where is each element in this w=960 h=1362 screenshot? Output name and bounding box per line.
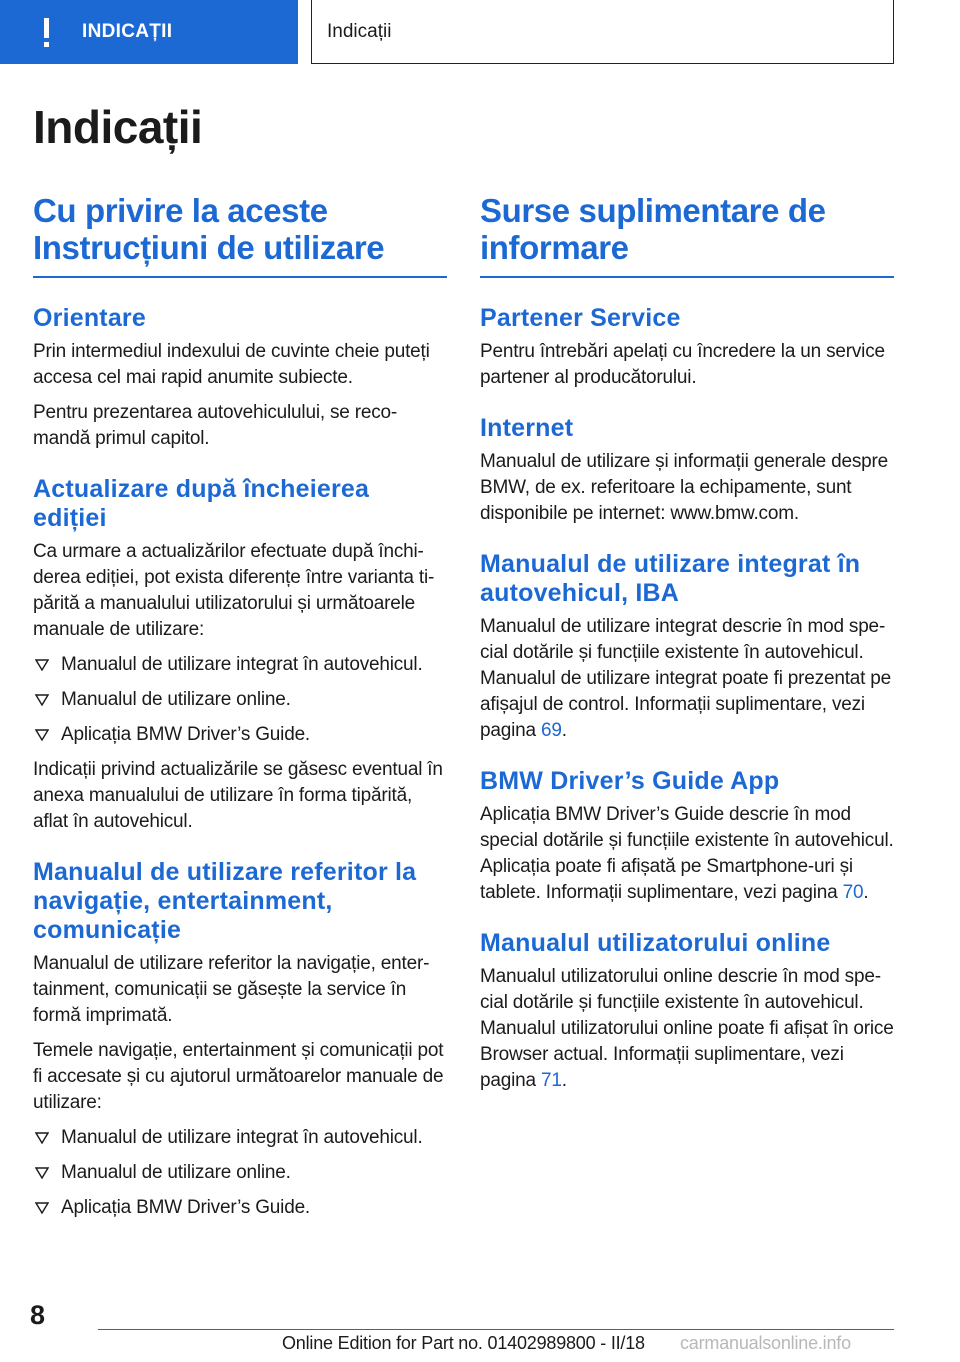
page-link-70[interactable]: 70	[842, 882, 864, 903]
list-item: Aplicația BMW Driver’s Guide.	[33, 1195, 447, 1221]
heading-actualizare: Actualizare după încheierea ediției	[33, 475, 370, 532]
right-column	[480, 192, 894, 1103]
footer-divider	[98, 1329, 894, 1330]
paragraph: Temele navigație, entertainment și comunicații pot fi accesate și cu ajutorul următoarelor manuale de utilizare:	[33, 1040, 444, 1113]
triangle-bullet-icon	[33, 1125, 61, 1151]
page-link-71[interactable]: 71	[540, 1070, 562, 1091]
list-item: Manualul de utilizare online.	[33, 1160, 447, 1186]
triangle-bullet-icon	[33, 652, 61, 678]
heading-internet: Internet	[480, 414, 574, 442]
list-item: Aplicația BMW Driver’s Guide.	[33, 722, 447, 748]
section-title-about: Cu privire la aceste Instrucțiuni de utilizare	[33, 192, 447, 278]
page-link-69[interactable]: 69	[540, 720, 562, 741]
paragraph: Indicații privind actualizările se găsesc eventual în anexa manualului de utilizare în forma tipărită, aflat în autovehicul.	[33, 759, 443, 832]
exclamation-icon	[40, 18, 52, 47]
section-title-sources: Surse suplimentare de informare	[480, 192, 894, 278]
paragraph: Prin intermediul indexului de cuvinte cheie puteți accesa cel mai rapid anumite subiecte.	[33, 341, 430, 388]
heading-navigatie: Manualul de utilizare referitor la navigație, entertainment, comunicație	[33, 858, 417, 944]
paragraph: Pentru întrebări apelați cu încredere la un service partener al producătorului.	[480, 341, 885, 388]
triangle-bullet-icon	[33, 722, 61, 748]
page-title: Indicații	[33, 101, 203, 153]
page-number: 8	[30, 1300, 46, 1330]
heading-partener-service: Partener Service	[480, 304, 681, 332]
section-tab[interactable]	[311, 0, 894, 64]
heading-online-manual: Manualul utilizatorului online	[480, 929, 831, 957]
heading-iba: Manualul de utilizare integrat în autovehicul, IBA	[480, 550, 861, 607]
chapter-tab-label: INDICAȚII	[82, 21, 173, 42]
list-item: Manualul de utilizare integrat în autovehicul.	[33, 1125, 447, 1151]
heading-orientare: Orientare	[33, 304, 146, 332]
footer-edition: Online Edition for Part no. 01402989800 - II/18	[282, 1333, 645, 1353]
chapter-tab-active[interactable]	[0, 0, 298, 64]
triangle-bullet-icon	[33, 1195, 61, 1221]
left-column	[33, 192, 447, 1230]
triangle-bullet-icon	[33, 1160, 61, 1186]
paragraph: Manualul utilizatorului online descrie în mod special dotările și funcțiile existente în autovehicul. Manualul utilizatorului online poate fi afișat în orice Browser actual. Informații suplimentare, vezi pagina 71.	[480, 966, 894, 1091]
list-item: Manualul de utilizare integrat în autovehicul.	[33, 652, 447, 678]
heading-drivers-guide-app: BMW Driver’s Guide App	[480, 767, 780, 795]
paragraph: Ca urmare a actualizărilor efectuate după închiderea ediției, pot exista diferențe între varianta tipărită a manualului utilizatorului și următoarele manuale de utilizare:	[33, 541, 435, 640]
section-tab-label: Indicații	[327, 20, 392, 42]
watermark: carmanualsonline.info	[680, 1333, 851, 1353]
paragraph: Manualul de utilizare integrat descrie în mod special dotările și funcțiile existente în autovehicul. Manualul de utilizare integrat poate fi prezentat pe afișajul de control. Informații suplimentare, vezi pagina 69.	[480, 616, 892, 741]
paragraph: Pentru prezentarea autovehiculului, se recomandă primul capitol.	[33, 402, 398, 449]
triangle-bullet-icon	[33, 687, 61, 713]
paragraph: Manualul de utilizare și informații generale despre BMW, de ex. referitoare la echipamente, sunt disponibile pe internet: www.bmw.com.	[480, 451, 889, 524]
paragraph: Aplicația BMW Driver’s Guide descrie în mod special dotările și funcțiile existente în autovehicul. Aplicația poate fi afișată pe Smartphone-uri și tablete. Informații suplimentare, vezi pagina 70.	[480, 804, 894, 903]
paragraph: Manualul de utilizare referitor la navigație, entertainment, comunicații se găsește la service în formă imprimată.	[33, 953, 430, 1026]
list-item: Manualul de utilizare online.	[33, 687, 447, 713]
